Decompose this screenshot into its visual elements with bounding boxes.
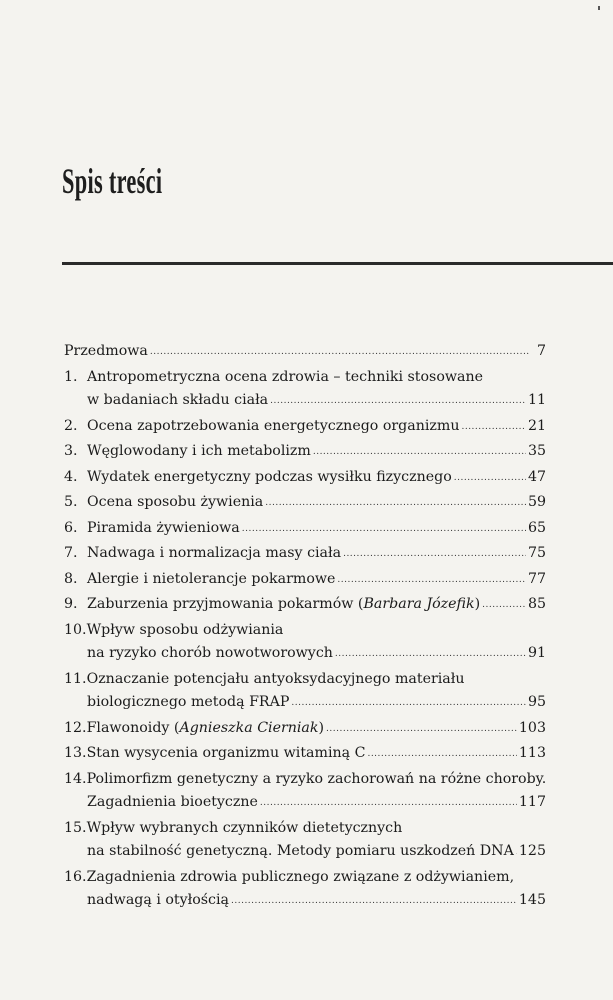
dot-leader (337, 569, 526, 593)
toc-entry-author: Barbara Józefik (363, 596, 475, 612)
toc-entry-number: 3. (64, 443, 78, 459)
toc-entry-title: Nadwaga i normalizacja masy ciała (87, 545, 342, 561)
dot-leader (482, 594, 526, 618)
toc-entry-title: Ocena zapotrzebowania energetycznego organizmu (87, 417, 460, 434)
toc-entry-page: 65 (527, 519, 546, 536)
toc-entry-title: Przedmowa (64, 343, 148, 359)
toc-entry-page: 77 (527, 570, 546, 587)
toc-entry-title: na stabilność genetyczną. Metody pomiaru uszkodzeń DNA (87, 843, 514, 859)
dot-leader (454, 467, 526, 491)
toc-entry-number: 12. (64, 719, 87, 736)
toc-entry-page: 145 (518, 892, 546, 908)
toc-entry-title: Ocena sposobu żywienia (87, 494, 264, 510)
toc-entry-title: Piramida żywieniowa (87, 519, 240, 536)
toc-entry-number: 10. (64, 621, 87, 638)
toc-entry[interactable] (64, 742, 546, 768)
toc-entry-title: Antropometryczna ocena zdrowia – techniki stosowane (87, 368, 484, 385)
toc-entry-number: 1. (64, 368, 78, 385)
page-title: Spis treści (62, 161, 163, 201)
corner-mark (598, 6, 600, 10)
toc-entry-title: biologicznego metodą FRAP (87, 694, 290, 710)
toc-entry[interactable] (64, 366, 546, 415)
toc-entry-title: Oznaczanie potencjału antyoksydacyjnego materiału (86, 670, 465, 687)
toc-entry-number: 2. (64, 417, 78, 434)
dot-leader (367, 743, 516, 767)
toc-entry-author: Agnieszka Cierniak (179, 719, 319, 736)
toc-entry[interactable] (64, 817, 546, 866)
dot-leader (461, 416, 525, 440)
toc-entry-title: Stan wysycenia organizmu witaminą C (86, 745, 366, 761)
toc-entry[interactable] (64, 340, 546, 366)
toc-entry-number: 11. (64, 670, 87, 687)
toc-entry[interactable] (64, 717, 546, 743)
toc-entry[interactable] (64, 568, 546, 594)
toc-entry-title: w badaniach składu ciała (87, 392, 269, 408)
toc-entry-page: 113 (518, 745, 546, 761)
toc-entry[interactable] (64, 619, 546, 668)
toc-entry-page: 75 (527, 545, 546, 561)
dot-leader (260, 792, 517, 816)
toc-entry-page: 117 (518, 794, 546, 810)
toc-entry[interactable] (64, 542, 546, 568)
toc-entry-page: 35 (527, 443, 546, 459)
toc-entry-title: Wpływ wybranych czynników dietetycznych (86, 819, 403, 836)
toc-entry-page: 21 (527, 417, 546, 434)
dot-leader (242, 518, 526, 542)
toc-entry[interactable] (64, 593, 546, 619)
toc-entry-page: 47 (527, 468, 546, 485)
toc-entry[interactable] (64, 491, 546, 517)
dot-leader (265, 492, 526, 516)
toc-entry-number: 16. (64, 868, 87, 885)
toc-entry-page: 91 (527, 645, 546, 661)
toc-entry-title: Zaburzenia przyjmowania pokarmów (Barbara Józefik) (87, 596, 481, 612)
dot-leader (516, 841, 517, 865)
toc-entry-page: 95 (527, 694, 546, 710)
toc-entry-page: 103 (518, 719, 546, 736)
title-rule (62, 262, 613, 265)
toc-entry[interactable] (64, 415, 546, 441)
dot-leader (231, 890, 517, 914)
toc-entry-title: Alergie i nietolerancje pokarmowe (87, 570, 336, 587)
dot-leader (335, 643, 526, 667)
toc-entry[interactable] (64, 466, 546, 492)
toc-entry-title: Flawonoidy (Agnieszka Cierniak) (86, 719, 325, 736)
toc-entry-page: 125 (518, 843, 546, 859)
toc-entry[interactable] (64, 517, 546, 543)
toc-entry-number: 13. (64, 745, 87, 761)
toc-entry[interactable] (64, 668, 546, 717)
dot-leader (313, 441, 526, 465)
toc-entry-page: 85 (527, 596, 546, 612)
toc-entry-number: 4. (64, 468, 78, 485)
toc-entry-number: 9. (64, 596, 78, 612)
toc-entry-number: 6. (64, 519, 78, 536)
dot-leader (270, 390, 526, 414)
dot-leader (326, 718, 517, 742)
toc-entry-title: na ryzyko chorób nowotworowych (87, 645, 333, 661)
toc-entry[interactable] (64, 440, 546, 466)
toc-entry-page: 11 (527, 392, 546, 408)
toc-entry-page: 7 (536, 343, 546, 359)
toc-entry-title: Zagadnienia zdrowia publicznego związane z odżywianiem, (86, 868, 515, 885)
toc-entry-title: Polimorfizm genetyczny a ryzyko zachorowań na różne choroby. (86, 770, 547, 787)
table-of-contents (64, 340, 546, 915)
toc-entry[interactable] (64, 866, 546, 915)
dot-leader (150, 341, 530, 365)
toc-entry-number: 14. (64, 770, 87, 787)
toc-entry-number: 7. (64, 545, 78, 561)
toc-entry-number: 15. (64, 819, 87, 836)
toc-entry-title: Zagadnienia bioetyczne (87, 794, 258, 810)
dot-leader (343, 543, 526, 567)
toc-entry-title: Wpływ sposobu odżywiania (86, 621, 284, 638)
toc-entry-page: 59 (527, 494, 546, 510)
toc-entry-title: nadwagą i otyłością (87, 892, 229, 908)
toc-entry-title: Wydatek energetyczny podczas wysiłku fizycznego (87, 468, 452, 485)
toc-entry[interactable] (64, 768, 546, 817)
toc-entry-title: Węglowodany i ich metabolizm (87, 443, 311, 459)
dot-leader (291, 692, 526, 716)
toc-entry-number: 8. (64, 570, 78, 587)
toc-entry-number: 5. (64, 494, 78, 510)
